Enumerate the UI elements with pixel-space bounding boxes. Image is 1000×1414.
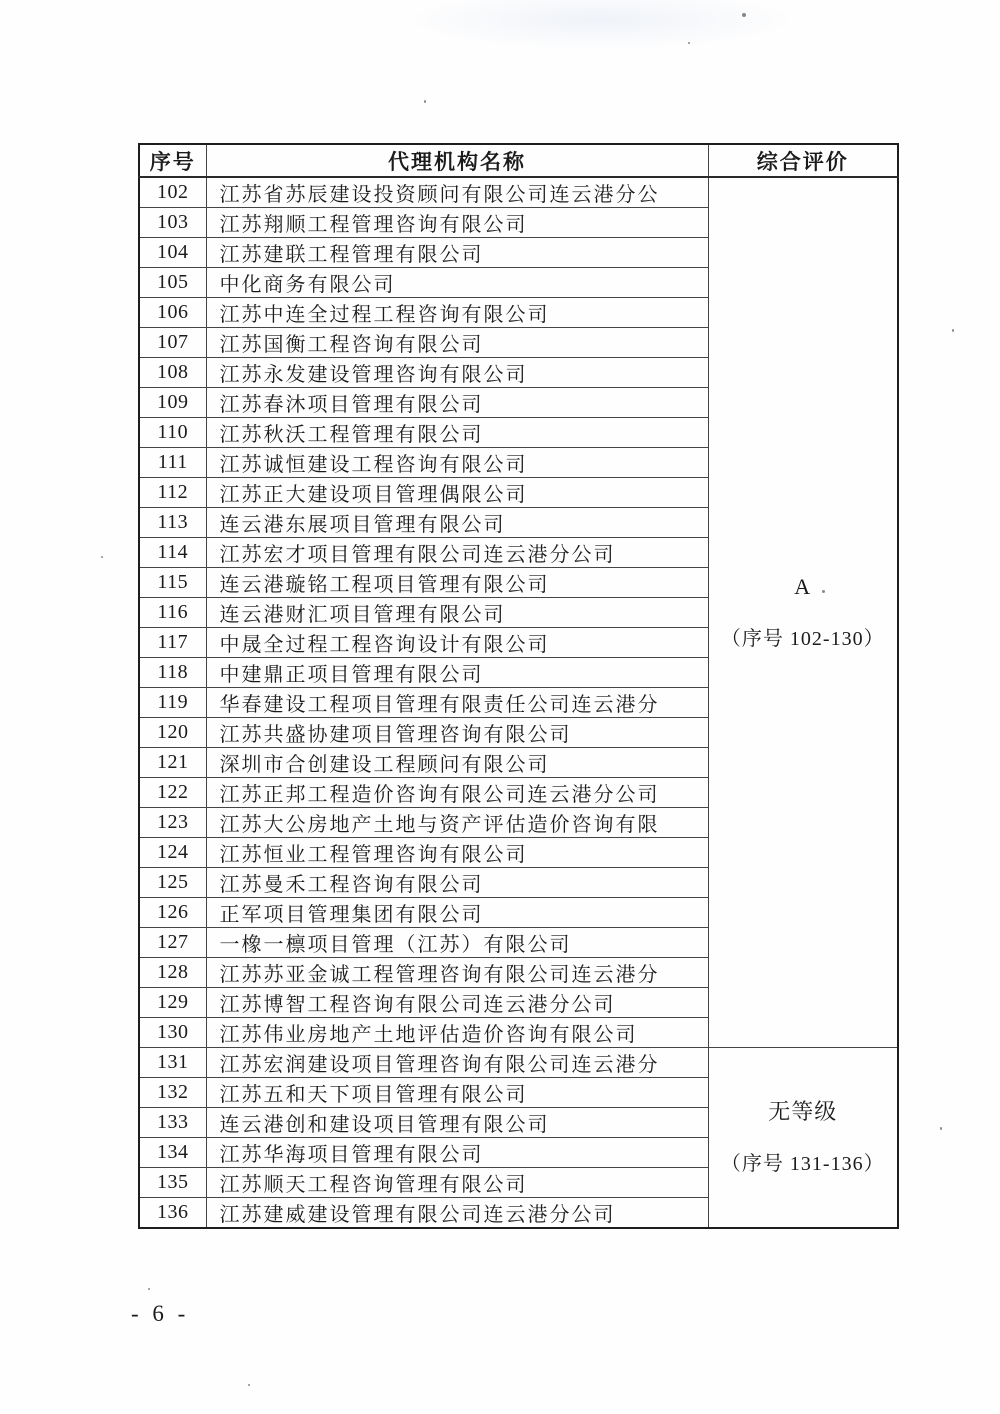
agency-name-cell: 江苏苏亚金诚工程管理咨询有限公司连云港分 (206, 958, 708, 988)
table-row (139, 177, 898, 208)
row-index-cell: 128 (139, 958, 206, 988)
agency-name-cell: 中晟全过程工程咨询设计有限公司 (206, 628, 708, 658)
row-index-cell: 134 (139, 1138, 206, 1168)
scan-speck (148, 1288, 150, 1290)
row-index-cell: 110 (139, 418, 206, 448)
agency-name-cell: 江苏五和天下项目管理有限公司 (206, 1078, 708, 1108)
agency-name-cell: 中化商务有限公司 (206, 268, 708, 298)
rating-cell (708, 177, 898, 1048)
row-index-cell: 109 (139, 388, 206, 418)
row-index-cell: 113 (139, 508, 206, 538)
col-header-rating: 综合评价 (708, 144, 898, 177)
row-index-cell: 114 (139, 538, 206, 568)
row-index-cell: 124 (139, 838, 206, 868)
row-index-cell: 104 (139, 238, 206, 268)
agency-name-cell: 深圳市合创建设工程顾问有限公司 (206, 748, 708, 778)
row-index-cell: 116 (139, 598, 206, 628)
row-index-cell: 121 (139, 748, 206, 778)
scan-speck (688, 42, 690, 44)
scan-smudge (400, 0, 800, 50)
row-index-cell: 132 (139, 1078, 206, 1108)
agency-name-cell: 江苏建威建设管理有限公司连云港分公司 (206, 1198, 708, 1229)
agency-name-cell: 江苏正大建设项目管理偶限公司 (206, 478, 708, 508)
col-header-index: 序号 (139, 144, 206, 177)
row-index-cell: 108 (139, 358, 206, 388)
agency-name-cell: 江苏曼禾工程咨询有限公司 (206, 868, 708, 898)
row-index-cell: 133 (139, 1108, 206, 1138)
scan-speck (952, 329, 954, 332)
row-index-cell: 103 (139, 208, 206, 238)
agency-name-cell: 江苏博智工程咨询有限公司连云港分公司 (206, 988, 708, 1018)
rating-grade: A (794, 574, 812, 600)
agency-name-cell: 江苏建联工程管理有限公司 (206, 238, 708, 268)
agency-name-cell: 连云港东展项目管理有限公司 (206, 508, 708, 538)
rating-grade: 无等级 (768, 1099, 838, 1125)
rating-range: （序号 102-130） (720, 627, 885, 650)
row-index-cell: 102 (139, 177, 206, 208)
agency-name-cell: 江苏顺天工程咨询管理有限公司 (206, 1168, 708, 1198)
row-index-cell: 118 (139, 658, 206, 688)
table-row (139, 1048, 898, 1078)
row-index-cell: 130 (139, 1018, 206, 1048)
row-index-cell: 105 (139, 268, 206, 298)
agency-name-cell: 江苏共盛协建项目管理咨询有限公司 (206, 718, 708, 748)
table-header-row (139, 144, 898, 177)
agency-name-cell: 江苏正邦工程造价咨询有限公司连云港分公司 (206, 778, 708, 808)
table-body (139, 177, 898, 1228)
row-index-cell: 107 (139, 328, 206, 358)
agency-name-cell: 江苏秋沃工程管理有限公司 (206, 418, 708, 448)
row-index-cell: 123 (139, 808, 206, 838)
agency-name-cell: 连云港璇铭工程项目管理有限公司 (206, 568, 708, 598)
agency-name-cell: 江苏华海项目管理有限公司 (206, 1138, 708, 1168)
agency-name-cell: 江苏宏润建设项目管理咨询有限公司连云港分 (206, 1048, 708, 1078)
agency-name-cell: 一橡一檩项目管理（江苏）有限公司 (206, 928, 708, 958)
scan-speck (742, 13, 746, 17)
row-index-cell: 131 (139, 1048, 206, 1078)
agency-name-cell: 中建鼎正项目管理有限公司 (206, 658, 708, 688)
agency-name-cell: 江苏恒业工程管理咨询有限公司 (206, 838, 708, 868)
row-index-cell: 136 (139, 1198, 206, 1229)
row-index-cell: 106 (139, 298, 206, 328)
row-index-cell: 117 (139, 628, 206, 658)
agency-name-cell: 江苏伟业房地产土地评估造价咨询有限公司 (206, 1018, 708, 1048)
agency-name-cell: 连云港创和建设项目管理有限公司 (206, 1108, 708, 1138)
row-index-cell: 125 (139, 868, 206, 898)
agency-name-cell: 连云港财汇项目管理有限公司 (206, 598, 708, 628)
scan-speck (101, 556, 103, 558)
scan-speck (248, 1384, 250, 1386)
rating-range: （序号 131-136） (720, 1152, 885, 1175)
row-index-cell: 111 (139, 448, 206, 478)
agency-name-cell: 江苏中连全过程工程咨询有限公司 (206, 298, 708, 328)
row-index-cell: 112 (139, 478, 206, 508)
agency-name-cell: 江苏翔顺工程管理咨询有限公司 (206, 208, 708, 238)
agency-name-cell: 江苏大公房地产土地与资产评估造价咨询有限 (206, 808, 708, 838)
scan-speck (940, 1127, 942, 1130)
agency-name-cell: 江苏春沐项目管理有限公司 (206, 388, 708, 418)
agency-name-cell: 正军项目管理集团有限公司 (206, 898, 708, 928)
col-header-agency-name: 代理机构名称 (206, 144, 708, 177)
scan-speck (424, 100, 426, 103)
row-index-cell: 129 (139, 988, 206, 1018)
row-index-cell: 122 (139, 778, 206, 808)
agency-name-cell: 江苏宏才项目管理有限公司连云港分公司 (206, 538, 708, 568)
page-number: - 6 - (131, 1301, 190, 1326)
row-index-cell: 115 (139, 568, 206, 598)
agency-name-cell: 江苏省苏辰建设投资顾问有限公司连云港分公 (206, 177, 708, 208)
agency-name-cell: 江苏永发建设管理咨询有限公司 (206, 358, 708, 388)
row-index-cell: 119 (139, 688, 206, 718)
rating-cell (708, 1048, 898, 1229)
agency-name-cell: 江苏国衡工程咨询有限公司 (206, 328, 708, 358)
agency-rating-table (138, 143, 899, 1229)
agency-name-cell: 江苏诚恒建设工程咨询有限公司 (206, 448, 708, 478)
row-index-cell: 126 (139, 898, 206, 928)
row-index-cell: 127 (139, 928, 206, 958)
agency-name-cell: 华春建设工程项目管理有限责任公司连云港分 (206, 688, 708, 718)
row-index-cell: 120 (139, 718, 206, 748)
row-index-cell: 135 (139, 1168, 206, 1198)
